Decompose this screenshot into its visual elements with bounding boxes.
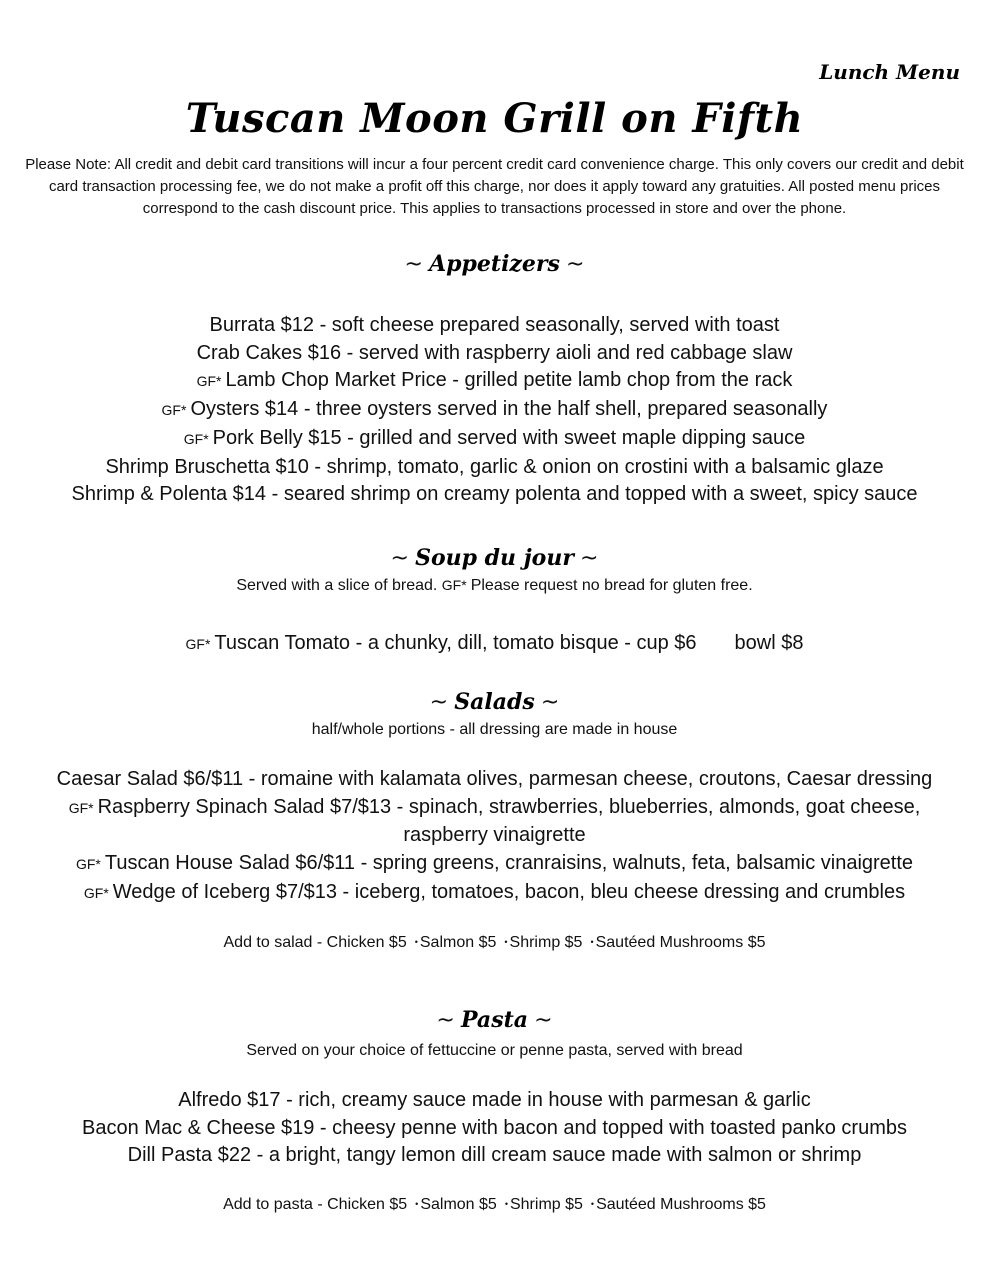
item-text: Bacon Mac & Cheese $19 - cheesy penne with bacon and topped with toasted panko crumbs xyxy=(82,1116,907,1139)
item-text: Wedge of Iceberg $7/$13 - iceberg, tomatoes, bacon, bleu cheese dressing and crumbles xyxy=(112,880,906,903)
item-text: Caesar Salad $6/$11 - romaine with kalamata olives, parmesan cheese, croutons, Caesar dressing xyxy=(56,768,933,790)
appetizer-list xyxy=(0,312,989,509)
list-item xyxy=(0,1087,989,1115)
gf-marker: GF* xyxy=(183,430,209,447)
gf-marker: GF* xyxy=(185,636,211,652)
soup-note xyxy=(0,577,989,595)
list-item xyxy=(0,1115,989,1143)
pasta-list xyxy=(0,1087,989,1170)
salad-list xyxy=(0,766,989,908)
list-item xyxy=(0,425,989,454)
soup-heading xyxy=(0,545,989,571)
salads-heading xyxy=(0,689,989,715)
soup-item xyxy=(0,630,989,659)
appetizers-heading xyxy=(0,251,989,277)
list-item xyxy=(0,1142,989,1170)
pasta-heading-text: Pasta xyxy=(460,1007,528,1033)
gf-marker: GF* xyxy=(68,799,94,816)
item-text: Dill Pasta $22 - a bright, tangy lemon dill cream sauce made with salmon or shrimp xyxy=(127,1144,862,1167)
list-item xyxy=(0,794,989,823)
gf-marker: GF* xyxy=(196,373,222,390)
tilde-left: ~ xyxy=(436,1008,455,1033)
bullet-separator: • xyxy=(590,936,594,947)
gf-marker: GF* xyxy=(75,856,101,873)
list-item xyxy=(0,481,989,509)
card-fee-notice: Please Note: All credit and debit card transitions will incur a four percent credit card convenience charge. This only covers our credit and debit card transaction processing fee, we do not make a profit off this charge, nor does it apply toward any gratuities. All posted menu prices correspond to the cash discount price. This applies to transactions processed in store and over the phone. xyxy=(25,156,964,217)
tilde-right: ~ xyxy=(580,546,599,571)
salads-heading-text: Salads xyxy=(454,689,535,715)
list-item xyxy=(0,850,989,879)
addon-item: Salmon $5 xyxy=(420,1196,497,1213)
bullet-separator: • xyxy=(504,936,508,947)
item-text: Pork Belly $15 - grilled and served with sweet maple dipping sauce xyxy=(212,426,806,449)
salads-subtitle: half/whole portions - all dressing are made in house xyxy=(311,721,678,738)
bullet-separator: • xyxy=(504,1198,508,1209)
list-item xyxy=(0,822,989,850)
menu-type-label: Lunch Menu xyxy=(819,60,960,84)
item-text: Crab Cakes $16 - served with raspberry aioli and red cabbage slaw xyxy=(196,341,793,364)
addon-label: Add to pasta - Chicken $5 xyxy=(223,1196,408,1213)
list-item xyxy=(0,454,989,482)
bullet-separator: • xyxy=(590,1198,595,1209)
soup-bowl-price: bowl $8 xyxy=(734,632,804,654)
item-text: Alfredo $17 - rich, creamy sauce made in house with parmesan & garlic xyxy=(178,1089,811,1111)
tilde-left: ~ xyxy=(404,252,423,277)
list-item xyxy=(0,766,989,794)
tilde-right: ~ xyxy=(534,1008,553,1033)
item-text: Raspberry Spinach Salad $7/$13 - spinach, strawberries, blueberries, almonds, goat cheese, xyxy=(97,795,921,818)
gf-marker: GF* xyxy=(441,577,467,593)
bullet-separator: • xyxy=(414,936,418,947)
addon-item: Shrimp $5 xyxy=(509,1196,583,1213)
item-text: raspberry vinaigrette xyxy=(403,824,586,847)
tilde-left: ~ xyxy=(429,690,449,715)
list-item xyxy=(0,396,989,425)
gf-marker: GF* xyxy=(161,402,187,419)
soup-note-text-2: Please request no bread for gluten free. xyxy=(470,577,753,594)
bullet-separator: • xyxy=(415,1198,419,1209)
list-item xyxy=(0,312,989,340)
soup-heading-text: Soup du jour xyxy=(415,545,574,571)
item-text: Oysters $14 - three oysters served in the half shell, prepared seasonally xyxy=(190,398,828,421)
tilde-right: ~ xyxy=(540,690,560,715)
list-item xyxy=(0,879,989,908)
item-text: Lamb Chop Market Price - grilled petite lamb chop from the rack xyxy=(225,369,793,392)
soup-note-text: Served with a slice of bread. xyxy=(236,577,438,594)
item-text: Shrimp Bruschetta $10 - shrimp, tomato, garlic & onion on crostini with a balsamic glaze xyxy=(105,455,884,478)
addon-item: Shrimp $5 xyxy=(509,934,583,951)
addon-item: Sautéed Mushrooms $5 xyxy=(595,934,766,951)
item-text: Burrata $12 - soft cheese prepared seasonally, served with toast xyxy=(209,314,780,336)
item-text: Tuscan Tomato - a chunky, dill, tomato bisque - cup $6 xyxy=(214,632,697,654)
tilde-right: ~ xyxy=(566,252,585,277)
item-text: Shrimp & Polenta $14 - seared shrimp on creamy polenta and topped with a sweet, spicy sauce xyxy=(71,483,918,506)
list-item xyxy=(0,367,989,396)
addon-item: Sautéed Mushrooms $5 xyxy=(596,1196,766,1213)
salad-addons xyxy=(0,934,989,952)
pasta-addons xyxy=(0,1196,989,1214)
pasta-heading xyxy=(0,1007,989,1033)
tilde-left: ~ xyxy=(390,546,409,571)
gf-marker: GF* xyxy=(83,884,109,901)
addon-item: Salmon $5 xyxy=(419,934,497,951)
item-text: Tuscan House Salad $6/$11 - spring greens, cranraisins, walnuts, feta, balsamic vinaigrette xyxy=(104,852,914,875)
pasta-subtitle: Served on your choice of fettuccine or penne pasta, served with bread xyxy=(246,1042,743,1059)
addon-label: Add to salad - Chicken $5 xyxy=(223,934,407,951)
restaurant-title: Tuscan Moon Grill on Fifth xyxy=(185,95,804,142)
list-item xyxy=(0,340,989,368)
appetizers-heading-text: Appetizers xyxy=(429,251,560,277)
